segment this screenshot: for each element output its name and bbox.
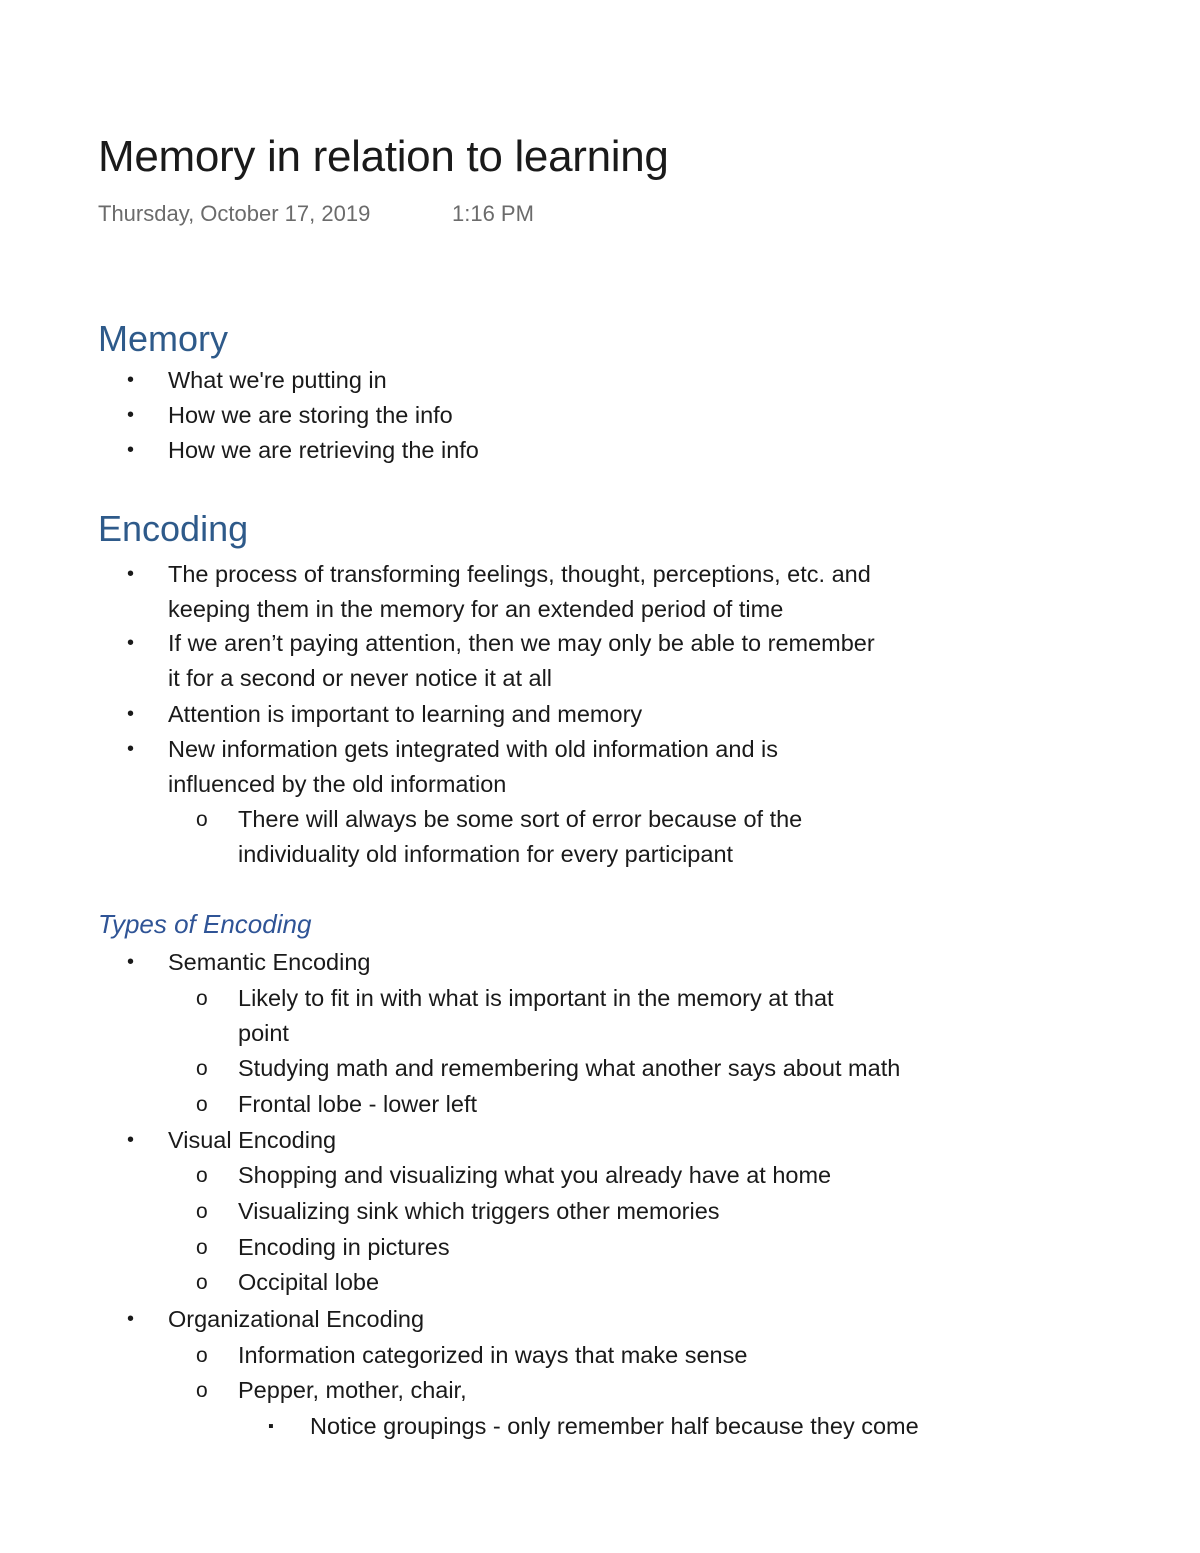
organizational-subitem-line: Information categorized in ways that make sense — [238, 1342, 748, 1368]
semantic-subitem-line: Studying math and remembering what another says about math — [238, 1055, 901, 1081]
encoding-item-line: influenced by the old information — [168, 771, 507, 797]
note-time: 1:16 PM — [452, 201, 534, 226]
encoding-item-line: The process of transforming feelings, thought, perceptions, etc. and — [168, 561, 871, 587]
sub-bullet-marker: o — [196, 1164, 208, 1187]
memory-item: What we're putting in — [168, 367, 387, 393]
bullet-marker: • — [127, 738, 135, 760]
organizational-subsubitem-line: Notice groupings - only remember half because they come — [310, 1413, 919, 1439]
semantic-subitem-line: Likely to fit in with what is important in the memory at that — [238, 985, 834, 1011]
memory-item: How we are storing the info — [168, 402, 453, 428]
visual-subitem-line: Occipital lobe — [238, 1269, 380, 1295]
sub-bullet-marker: o — [196, 1344, 208, 1367]
organizational-encoding-label: Organizational Encoding — [168, 1306, 425, 1332]
bullet-marker: • — [127, 369, 135, 391]
sub-bullet-marker: o — [196, 1093, 208, 1116]
encoding-item-line: If we aren’t paying attention, then we may only be able to remember — [168, 630, 875, 656]
semantic-subitem-line: Frontal lobe - lower left — [238, 1091, 478, 1117]
visual-encoding-label: Visual Encoding — [168, 1127, 337, 1153]
semantic-encoding-label: Semantic Encoding — [168, 949, 371, 975]
bullet-marker: • — [127, 632, 135, 654]
visual-subitem-line: Encoding in pictures — [238, 1234, 450, 1260]
bullet-marker: • — [127, 404, 135, 426]
bullet-marker: • — [127, 439, 135, 461]
bullet-marker: • — [127, 703, 135, 725]
sub-bullet-marker: o — [196, 987, 208, 1010]
encoding-subitem-line: individuality old information for every participant — [238, 841, 734, 867]
bullet-marker: • — [127, 951, 135, 973]
sub-bullet-marker: o — [196, 1236, 208, 1259]
heading-encoding: Encoding — [98, 508, 249, 549]
encoding-item-line: keeping them in the memory for an extended period of time — [168, 596, 784, 622]
memory-item: How we are retrieving the info — [168, 437, 479, 463]
sub-bullet-marker: o — [196, 1271, 208, 1294]
page-title: Memory in relation to learning — [98, 132, 669, 181]
bullet-marker: • — [127, 1129, 135, 1151]
visual-subitem-line: Shopping and visualizing what you already have at home — [238, 1162, 832, 1188]
organizational-subitem-line: Pepper, mother, chair, — [238, 1377, 467, 1403]
encoding-subitem-line: There will always be some sort of error because of the — [238, 806, 803, 832]
heading-types-of-encoding: Types of Encoding — [98, 909, 312, 939]
bullet-marker: • — [127, 563, 135, 585]
semantic-subitem-line: point — [238, 1020, 289, 1046]
bullet-marker: • — [127, 1308, 135, 1330]
heading-memory: Memory — [98, 318, 229, 359]
encoding-item-line: Attention is important to learning and memory — [168, 701, 643, 727]
visual-subitem-line: Visualizing sink which triggers other memories — [238, 1198, 720, 1224]
sub-sub-bullet-marker: ▪ — [268, 1418, 274, 1435]
sub-bullet-marker: o — [196, 1057, 208, 1080]
encoding-item-line: New information gets integrated with old information and is — [168, 736, 779, 762]
sub-bullet-marker: o — [196, 808, 208, 831]
sub-bullet-marker: o — [196, 1200, 208, 1223]
encoding-item-line: it for a second or never notice it at all — [168, 665, 553, 691]
note-date: Thursday, October 17, 2019 — [98, 201, 371, 226]
sub-bullet-marker: o — [196, 1379, 208, 1402]
